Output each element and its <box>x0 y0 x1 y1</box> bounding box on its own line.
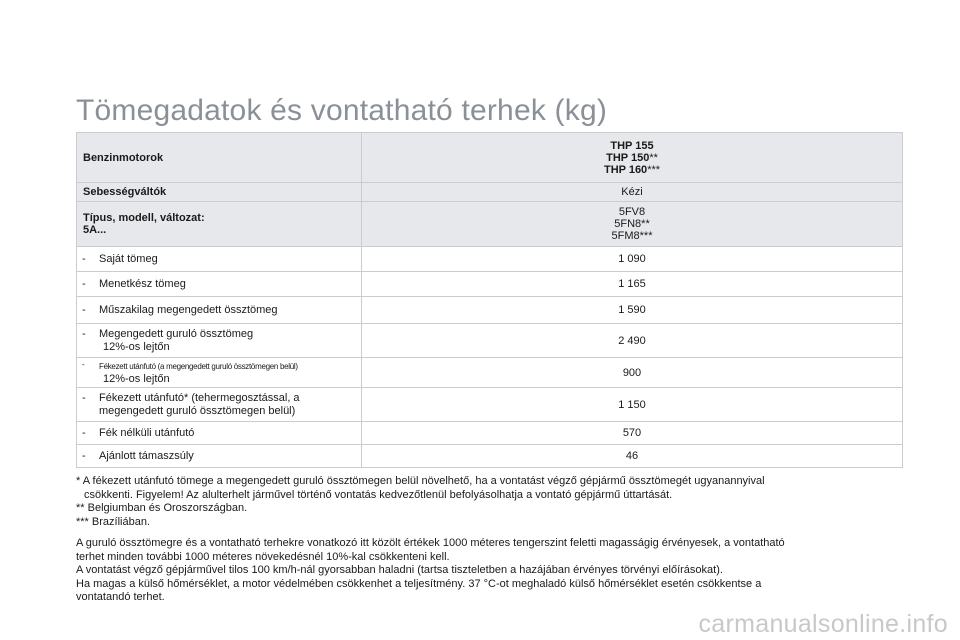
table-row <box>77 388 903 422</box>
note-line-2: terhet minden további 1000 méteres növekedésnél 10%-kal csökkenteni kell. <box>76 550 450 563</box>
type-values <box>362 202 903 247</box>
table-row <box>77 272 903 297</box>
row-label: Menetkész tömeg <box>99 277 186 290</box>
footnote-star2: ** Belgiumban és Oroszországban. <box>76 502 248 514</box>
engine-values <box>362 133 903 183</box>
type-label-line-2: 5A... <box>83 224 107 236</box>
row-dash: - <box>82 327 86 340</box>
engine-label: Benzinmotorok <box>77 133 362 183</box>
note-line-1: A guruló össztömegre és a vontatható terhekre vonatkozó itt közölt értékek 1000 méteres tengerszint feletti magasságig érvényesek, a vontatható <box>76 537 785 549</box>
row-dash: - <box>82 449 86 462</box>
row-dash: - <box>82 303 86 316</box>
row-value: 570 <box>362 422 903 445</box>
table-row <box>77 297 903 324</box>
engine-value-2-suffix: ** <box>649 151 658 164</box>
row-value: 1 590 <box>362 297 903 324</box>
row-sublabel: 12%-os lejtőn <box>103 340 170 353</box>
row-sublabel: 12%-os lejtőn <box>103 372 170 385</box>
row-label: Fékezett utánfutó (a megengedett guruló össztömegen belül) <box>99 361 298 371</box>
engine-row <box>77 133 903 183</box>
row-dash: - <box>82 426 86 439</box>
row-value: 46 <box>362 445 903 468</box>
table-row <box>77 445 903 468</box>
note-line-5: vontatandó terhet. <box>76 591 165 603</box>
notes-section <box>76 475 906 605</box>
footnote-star3: *** Brazíliában. <box>76 515 150 528</box>
row-value: 1 150 <box>362 388 903 422</box>
mass-data-block <box>77 247 903 468</box>
row-dash: - <box>82 252 86 265</box>
table-row <box>77 358 903 388</box>
table-row <box>77 247 903 272</box>
type-value-3: 5FM8*** <box>611 230 653 242</box>
gearbox-label: Sebességváltók <box>77 183 362 202</box>
row-label: Fék nélküli utánfutó <box>99 426 195 439</box>
row-label: Fékezett utánfutó* (tehermegosztással, a <box>99 391 300 404</box>
row-label: Saját tömeg <box>99 252 158 265</box>
watermark: carmanualsonline.info <box>698 610 948 638</box>
row-value: 900 <box>362 358 903 388</box>
note-line-3: A vontatást végző gépjárművel tilos 100 km/h-nál gyorsabban haladni (tartsa tiszteletben a hazájában érvényes törvényi előírásokat). <box>76 564 723 576</box>
type-value-1: 5FV8 <box>618 206 646 218</box>
row-label: Ajánlott támaszsúly <box>99 449 194 462</box>
spec-table <box>76 132 903 468</box>
row-dash: - <box>82 277 86 290</box>
type-row <box>77 202 903 247</box>
row-label: Megengedett guruló össztömeg <box>99 327 254 340</box>
row-dash: - <box>82 359 85 369</box>
page-title: Tömegadatok és vontatható terhek (kg) <box>76 94 608 127</box>
row-dash: - <box>82 391 86 404</box>
gearbox-value: Kézi <box>362 183 903 202</box>
row-value: 2 490 <box>362 324 903 358</box>
footnote-star1-cont: csökkenti. Figyelem! Az alulterhelt járművel történő vontatás kedvezőtlenül befolyásolhatja a vontató gépjármű úttartását. <box>84 488 673 501</box>
type-label-line-1: Típus, modell, változat: <box>83 212 205 224</box>
row-value: 1 090 <box>362 247 903 272</box>
row-label: Műszakilag megengedett össztömeg <box>99 303 278 316</box>
gearbox-row <box>77 183 903 202</box>
engine-value-1: THP 155 <box>610 139 654 152</box>
type-value-2: 5FN8** <box>614 218 650 230</box>
type-label <box>77 202 362 247</box>
note-line-4: Ha magas a külső hőmérséklet, a motor védelmében csökkenhet a teljesítmény. 37 °C-ot meghaladó külső hőmérséklet esetén csökkentse a <box>76 577 762 590</box>
engine-value-3-suffix: *** <box>647 163 661 176</box>
table-row <box>77 422 903 445</box>
row-sublabel: megengedett guruló össztömegen belül) <box>99 404 296 417</box>
footnote-star1: * A fékezett utánfutó tömege a megengedett guruló össztömegen belül növelhető, ha a vontatást végző gépjármű össztömegét ugyanannyival <box>76 475 765 487</box>
engine-value-3: THP 160 <box>603 163 648 176</box>
engine-value-2: THP 150 <box>606 151 650 164</box>
table-row <box>77 324 903 358</box>
row-value: 1 165 <box>362 272 903 297</box>
